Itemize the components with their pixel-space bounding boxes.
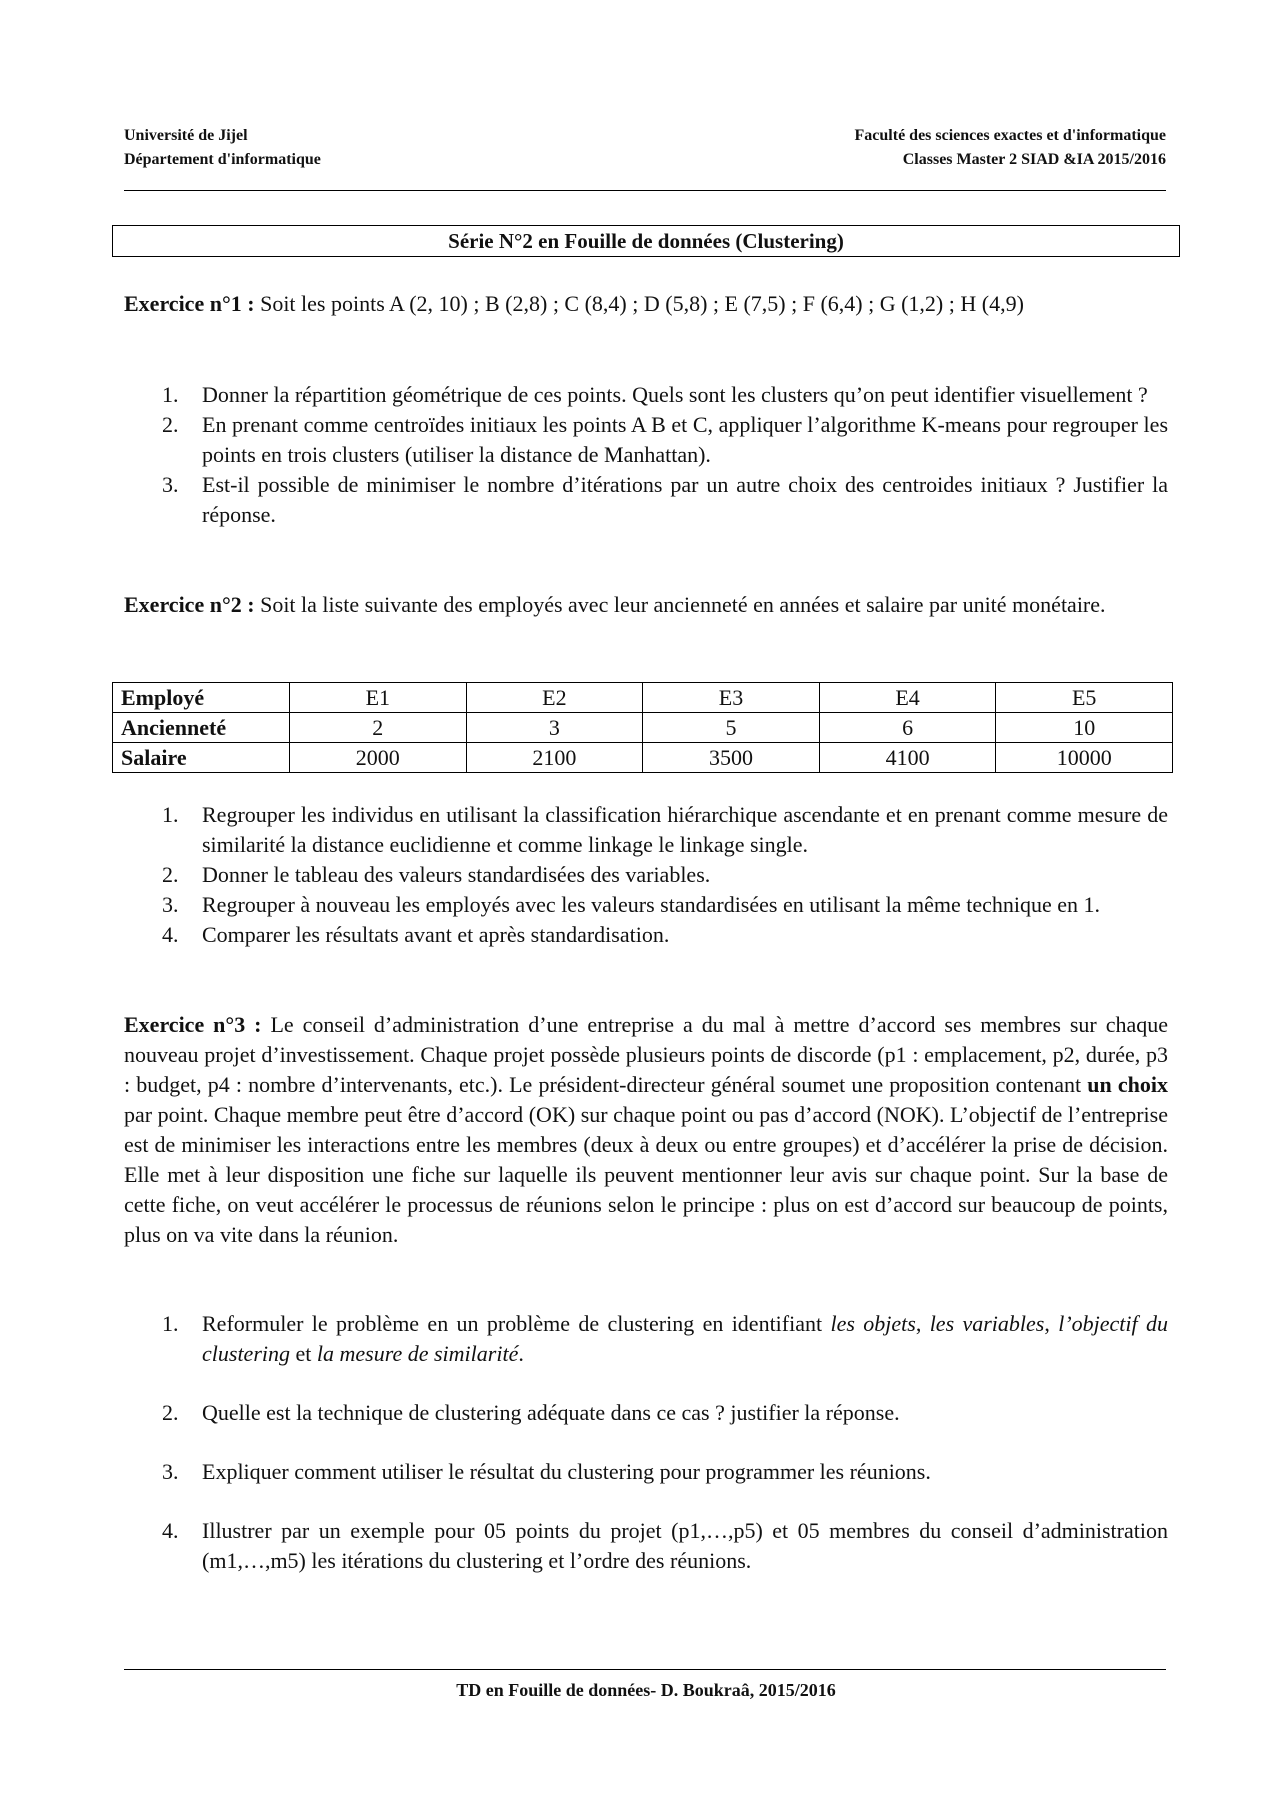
exercise-1-questions [124,380,1168,530]
table-row [113,743,1173,773]
table-row [113,683,1173,713]
employee-table [112,682,1173,773]
exercise-3-intro: Exercice n°3 : Le conseil d’administration d’une entreprise a du mal à mettre d’accord ses membres sur chaque nouveau projet d’investissement. Chaque projet possède plusieurs points de discorde (p1 : emplacement, p2, durée, p3 : budget, p4 : nombre d’intervenants, etc.). Le président-directeur général soumet une proposition contenant un choix par point. Chaque membre peut être d’accord (OK) sur chaque point ou pas d’accord (NOK). L’objectif de l’entreprise est de minimiser les interactions entre les membres (deux à deux ou entre groupes) et d’accélérer la prise de décision. Elle met à leur disposition une fiche sur laquelle ils peuvent mentionner leur avis sur chaque point. Sur la base de cette fiche, on veut accélérer le processus de réunions selon le principe : plus on est d’accord sur beaucoup de points, plus on va vite dans la réunion. [124,1012,1168,1247]
list-item: 1. Regrouper les individus en utilisant la classification hiérarchique ascendante et en prenant comme mesure de similarité la distance euclidienne et comme linkage le linkage single. [162,802,1168,857]
list-item: 2. En prenant comme centroïdes initiaux les points A B et C, appliquer l’algorithme K-means pour regrouper les points en trois clusters (utiliser la distance de Manhattan). [162,412,1168,467]
list-item: 1. Donner la répartition géométrique de ces points. Quels sont les clusters qu’on peut identifier visuellement ? [162,382,1148,407]
list-item: 1. Reformuler le problème en un problème de clustering en identifiant les objets, les variables, l’objectif du clustering et la mesure de similarité. [162,1311,1168,1366]
table-cell: E4 [819,683,996,713]
table-cell: 4100 [819,743,996,773]
table-cell: 10 [996,713,1173,743]
table-cell: 2 [290,713,467,743]
list-item: 3. Expliquer comment utiliser le résultat du clustering pour programmer les réunions. [162,1459,931,1484]
exercise-3-label: Exercice n°3 : [124,1012,262,1037]
header-right [760,124,1166,172]
table-row [113,713,1173,743]
table-cell: 2000 [290,743,467,773]
list-item: 4. Illustrer par un exemple pour 05 points du projet (p1,…,p5) et 05 membres du conseil d’administration (m1,…,m5) les itérations du clustering et l’ordre des réunions. [162,1518,1168,1573]
row-header: Ancienneté [113,713,290,743]
row-header: Salaire [113,743,290,773]
table-cell: 2100 [466,743,643,773]
list-item: 3. Est-il possible de minimiser le nombre d’itérations par un autre choix des centroides initiaux ? Justifier la réponse. [162,472,1168,527]
exercise-2-questions [124,800,1168,950]
exercise-1-intro [124,289,1168,319]
table-cell: E2 [466,683,643,713]
list-item: 3. Regrouper à nouveau les employés avec les valeurs standardisées en utilisant la même technique en 1. [162,892,1101,917]
exercise-2-intro [124,590,1168,620]
footer-divider [124,1669,1166,1670]
faculty-name: Faculté des sciences exactes et d'informatique [854,127,1166,144]
exercise-1-text: Soit les points A (2, 10) ; B (2,8) ; C (8,4) ; D (5,8) ; E (7,5) ; F (6,4) ; G (1,2) ; H (4,9) [254,291,1024,316]
exercise-2-text: Soit la liste suivante des employés avec leur ancienneté en années et salaire par unité monétaire. [254,592,1106,617]
list-item: 2. Donner le tableau des valeurs standardisées des variables. [162,862,711,887]
list-item: 4. Comparer les résultats avant et après standardisation. [162,922,670,947]
list-item: 2. Quelle est la technique de clustering adéquate dans ce cas ? justifier la réponse. [162,1400,900,1425]
table-cell: 3500 [643,743,820,773]
department-name: Département d'informatique [124,151,321,168]
university-name: Université de Jijel [124,127,248,144]
emphasis-text: un choix [1087,1072,1168,1097]
table-cell: E1 [290,683,467,713]
header-divider [124,190,1166,191]
table-cell: E3 [643,683,820,713]
footer-text: TD en Fouille de données- D. Boukraâ, 2015/2016 [456,1680,836,1700]
exercise-1-label: Exercice n°1 : [124,291,255,316]
table-cell: E5 [996,683,1173,713]
exercise-3-questions [124,1309,1168,1576]
table-cell: 5 [643,713,820,743]
table-cell: 3 [466,713,643,743]
row-header: Employé [113,683,290,713]
page-title: Série N°2 en Fouille de données (Clustering) [112,225,1180,257]
class-info: Classes Master 2 SIAD &IA 2015/2016 [902,151,1166,168]
exercise-2-label: Exercice n°2 : [124,592,255,617]
header-left [124,124,321,172]
table-cell: 10000 [996,743,1173,773]
table-cell: 6 [819,713,996,743]
